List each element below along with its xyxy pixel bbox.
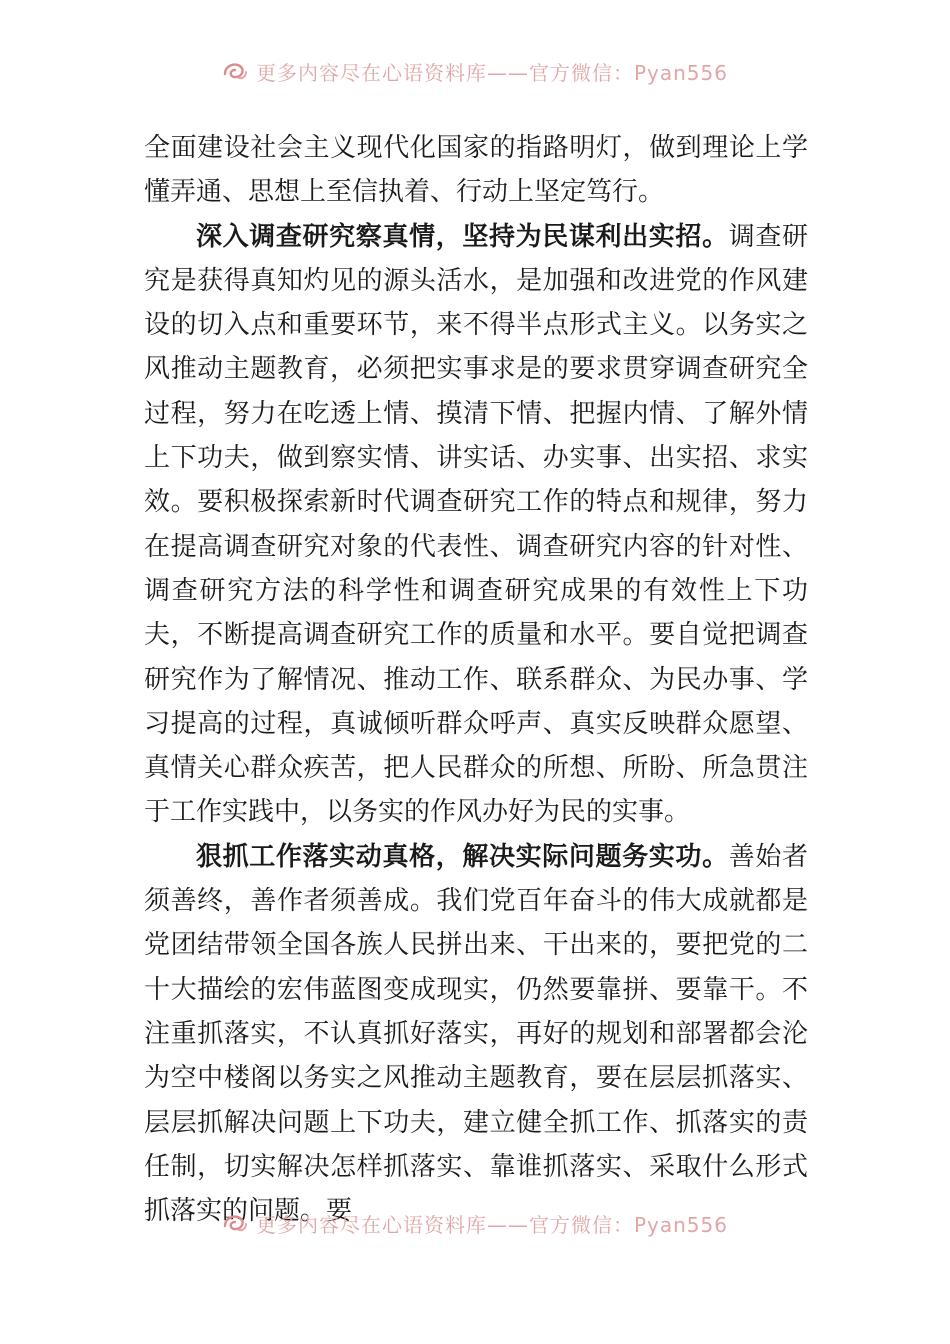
watermark-text: 更多内容尽在心语资料库——官方微信：Pyan556 xyxy=(255,1212,728,1237)
footer-watermark xyxy=(0,1208,950,1238)
swirl-logo-icon xyxy=(222,60,248,82)
paragraph-body: 全面建设社会主义现代化国家的指路明灯，做到理论上学懂弄通、思想上至信执着、行动上坚定笃行。 xyxy=(144,133,808,208)
paragraph-investigation xyxy=(144,215,808,835)
paragraph-heading: 狠抓工作落实动真格，解决实际问题务实功。 xyxy=(196,841,729,872)
watermark-text: 更多内容尽在心语资料库——官方微信：Pyan556 xyxy=(255,60,728,85)
document-body xyxy=(144,126,808,1233)
paragraph-body: 善始者须善终，善作者须善成。我们党百年奋斗的伟大成就都是党团结带领全国各族人民拼出来、干出来的，要把党的二十大描绘的宏伟蓝图变成现实，仍然要靠拼、要靠干。不注重抓落实，不认真抓好落实，再好的规划和部署都会沦为空中楼阁以务实之风推动主题教育，要在层层抓落实、层层抓解决问题上下功夫，建立健全抓工作、抓落实的责任制，切实解决怎样抓落实、靠谁抓落实、采取什么形式抓落实的问题。要 xyxy=(144,841,808,1227)
paragraph-body: 调查研究是获得真知灼见的源头活水，是加强和改进党的作风建设的切入点和重要环节，来不得半点形式主义。以务实之风推动主题教育，必须把实事求是的要求贯穿调查研究全过程，努力在吃透上情、摸清下情、把握内情、了解外情上下功夫，做到察实情、讲实话、办实事、出实招、求实效。要积极探索新时代调查研究工作的特点和规律，努力在提高调查研究对象的代表性、调查研究内容的针对性、调查研究方法的科学性和调查研究成果的有效性上下功夫，不断提高调查研究工作的质量和水平。要自觉把调查研究作为了解情况、推动工作、联系群众、为民办事、学习提高的过程，真诚倾听群众呼声、真实反映群众愿望、真情关心群众疾苦，把人民群众的所想、所盼、所急贯注于工作实践中，以务实的作风办好为民的实事。 xyxy=(144,221,808,828)
paragraph-heading: 深入调查研究察真情，坚持为民谋利出实招。 xyxy=(196,221,729,252)
paragraph-continuation xyxy=(144,126,808,215)
header-watermark xyxy=(0,56,950,86)
swirl-logo-icon xyxy=(222,1212,248,1234)
paragraph-implementation xyxy=(144,835,808,1234)
